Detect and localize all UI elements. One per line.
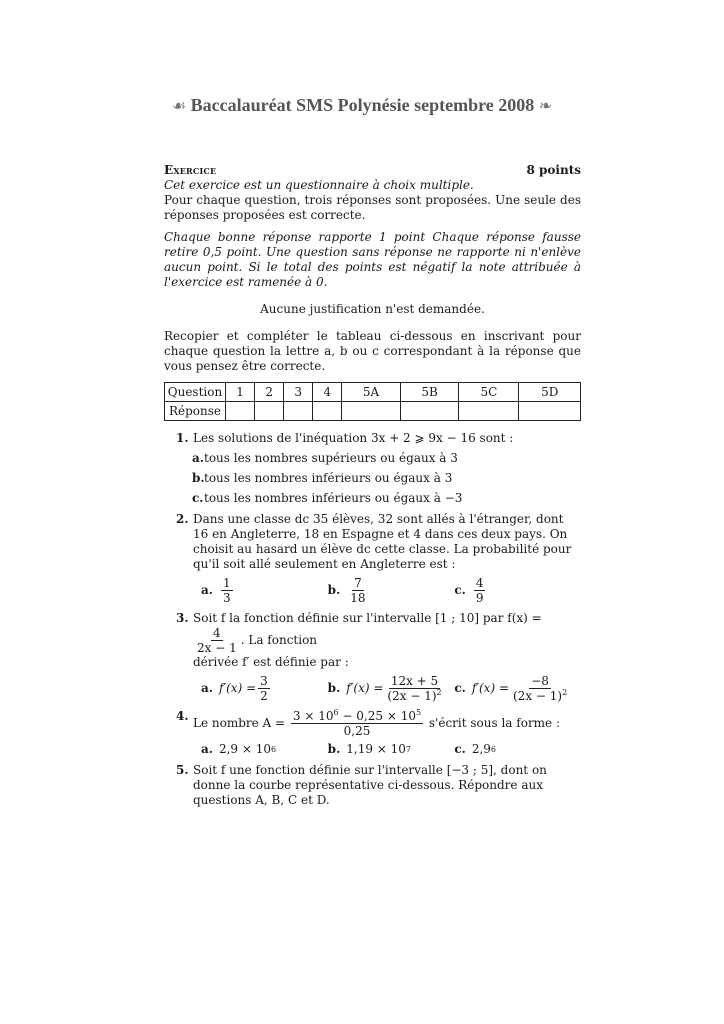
option-3c bbox=[454, 674, 581, 703]
denominator: 2 bbox=[260, 689, 268, 703]
fraction bbox=[258, 674, 270, 703]
numerator: 12x + 5 bbox=[390, 674, 439, 688]
option-2a bbox=[201, 576, 328, 605]
question-5 bbox=[164, 763, 581, 808]
no-justification: Aucune justification n'est demandée. bbox=[260, 302, 485, 316]
option-label: c. bbox=[454, 681, 466, 695]
option-3a bbox=[201, 674, 328, 703]
option-label: c. bbox=[454, 583, 466, 597]
den-exponent: 2 bbox=[436, 688, 442, 697]
question-number: 5. bbox=[176, 763, 189, 777]
question-number: 1. bbox=[176, 431, 189, 445]
option-2b bbox=[328, 576, 455, 605]
option-value: 1,19 × 10 bbox=[346, 742, 406, 756]
fraction bbox=[474, 576, 486, 605]
denominator bbox=[385, 689, 443, 703]
option-label: b. bbox=[327, 681, 341, 695]
choices-4 bbox=[193, 742, 581, 757]
answer-cell[interactable] bbox=[226, 402, 255, 421]
fraction bbox=[348, 576, 367, 605]
exercise-header bbox=[164, 163, 581, 178]
option-label: b. bbox=[327, 742, 341, 756]
question-text: Soit f une fonction définie sur l'intervalle [−3 ; 5], dont on donne la courbe représentative ci-dessous. Répondre aux questions A, B, C et D. bbox=[193, 763, 547, 807]
table-cell: 4 bbox=[313, 383, 342, 402]
option-value: 2,9 bbox=[471, 742, 491, 756]
numerator: −8 bbox=[531, 674, 549, 688]
denominator: 18 bbox=[350, 591, 366, 605]
question-3 bbox=[164, 611, 581, 703]
option-lhs: f′(x) = bbox=[471, 681, 509, 695]
question-text: Dans une classe dc 35 élèves, 32 sont allés à l'étranger, dont 16 en Angleterre, 18 en Espagne et 4 dans ces deux pays. On choisit au hasard un élève dc cette classe. La probabilité pour qu'il soit allé seulement en Angleterre est : bbox=[193, 512, 572, 571]
den-base: (2x − 1) bbox=[513, 689, 563, 703]
instructions: Recopier et compléter le tableau ci-dessous en inscrivant pour chaque question la lettre a, b ou c correspondant à la réponse que vous pensez être correcte. bbox=[164, 329, 581, 373]
table-row-label: Question bbox=[165, 383, 226, 402]
option-label: b. bbox=[327, 583, 341, 597]
choices-2 bbox=[193, 576, 581, 605]
exercise-name: Exercice bbox=[164, 163, 217, 177]
option-4b: b. 1,19 × 10 7 bbox=[327, 742, 412, 756]
fraction bbox=[221, 576, 233, 605]
option-text: tous les nombres inférieurs ou égaux à −3 bbox=[204, 491, 463, 505]
question-1 bbox=[164, 431, 581, 446]
option-1c bbox=[164, 491, 581, 506]
choices-3 bbox=[193, 674, 581, 703]
option-label: c. bbox=[454, 742, 466, 756]
numerator: 4 bbox=[475, 576, 484, 590]
option-label: a. bbox=[201, 583, 213, 597]
option-1b bbox=[164, 471, 581, 486]
page-title bbox=[0, 95, 724, 116]
num-exp-b: 5 bbox=[415, 708, 422, 717]
answer-cell[interactable] bbox=[400, 402, 459, 421]
scoring-rules: Chaque bonne réponse rapporte 1 point Chaque réponse fausse retire 0,5 point. Une question sans réponse ne rapporte ni n'enlève aucun point. Si le total des points est négatif la note attribuée à l'exercice est ramenée à 0. bbox=[164, 230, 581, 289]
table-cell: 5C bbox=[459, 383, 519, 402]
numerator: 1 bbox=[222, 576, 231, 590]
answer-table bbox=[164, 382, 581, 421]
option-lhs: f′(x) = bbox=[218, 681, 257, 695]
den-exponent: 2 bbox=[562, 688, 568, 697]
option-2c bbox=[454, 576, 581, 605]
answer-cell[interactable] bbox=[313, 402, 342, 421]
option-label: a. bbox=[201, 742, 213, 756]
table-row-question bbox=[165, 383, 581, 402]
ornament-right-icon: ❧ bbox=[538, 98, 553, 115]
option-label: a. bbox=[192, 451, 204, 465]
num-part-b: − 0,25 × 10 bbox=[338, 709, 416, 723]
fraction bbox=[291, 709, 423, 738]
option-value: 2,9 × 10 bbox=[218, 742, 271, 756]
table-cell: 3 bbox=[284, 383, 313, 402]
question-text: Le nombre A = bbox=[193, 716, 286, 730]
question-text-2: dérivée f′ est définie par : bbox=[193, 655, 349, 669]
intro-text: Pour chaque question, trois réponses sont proposées. Une seule des réponses proposées est correcte. bbox=[164, 193, 581, 222]
exercise-sheet bbox=[164, 163, 581, 808]
answer-cell[interactable] bbox=[459, 402, 519, 421]
answer-cell[interactable] bbox=[519, 402, 581, 421]
option-lhs: f′(x) = bbox=[346, 681, 384, 695]
denominator: 2x − 1 bbox=[197, 641, 237, 655]
num-exp-a: 6 bbox=[333, 708, 339, 717]
answer-cell[interactable] bbox=[255, 402, 284, 421]
numerator: 7 bbox=[354, 576, 362, 590]
option-label: c. bbox=[192, 491, 204, 505]
fraction bbox=[195, 626, 239, 655]
numerator: 3 bbox=[260, 674, 268, 688]
title-text: Baccalauréat SMS Polynésie septembre 2008 bbox=[190, 95, 535, 115]
table-row-label: Réponse bbox=[165, 402, 226, 421]
fraction bbox=[385, 674, 443, 703]
question-number: 2. bbox=[176, 512, 189, 526]
question-number: 3. bbox=[176, 611, 189, 625]
option-label: a. bbox=[201, 681, 213, 695]
table-cell: 5A bbox=[342, 383, 400, 402]
num-part-a: 3 × 10 bbox=[292, 709, 334, 723]
ornament-left-icon: ☙ bbox=[171, 98, 187, 115]
table-cell: 5B bbox=[400, 383, 459, 402]
option-text: tous les nombres supérieurs ou égaux à 3 bbox=[204, 451, 458, 465]
question-text-after: . La fonction bbox=[240, 633, 318, 647]
question-4 bbox=[164, 709, 581, 757]
numerator bbox=[291, 709, 423, 724]
denominator: 0,25 bbox=[343, 724, 371, 738]
table-row-answer bbox=[165, 402, 581, 421]
option-3b bbox=[328, 674, 455, 703]
option-4c: c. 2,9 6 bbox=[454, 742, 497, 756]
option-1a bbox=[164, 451, 581, 466]
question-text: Soit f la fonction définie sur l'intervalle [1 ; 10] par f(x) = bbox=[193, 611, 542, 625]
question-number: 4. bbox=[176, 709, 189, 723]
intro-italic: Cet exercice est un questionnaire à choix multiple. bbox=[164, 178, 474, 192]
exercise-points: 8 points bbox=[526, 163, 581, 177]
table-cell: 1 bbox=[226, 383, 255, 402]
option-4a: a. 2,9 × 10 6 bbox=[201, 742, 277, 756]
denominator: 3 bbox=[222, 591, 231, 605]
denominator: 9 bbox=[475, 591, 484, 605]
option-text: tous les nombres inférieurs ou égaux à 3 bbox=[204, 471, 453, 485]
question-list bbox=[164, 431, 581, 808]
denominator bbox=[511, 689, 569, 703]
question-text-after: s'écrit sous la forme : bbox=[428, 716, 561, 730]
table-cell: 2 bbox=[255, 383, 284, 402]
answer-cell[interactable] bbox=[284, 402, 313, 421]
answer-cell[interactable] bbox=[342, 402, 400, 421]
fraction bbox=[511, 674, 569, 703]
den-base: (2x − 1) bbox=[387, 689, 437, 703]
question-text: Les solutions de l'inéquation 3x + 2 ⩾ 9x − 16 sont : bbox=[193, 431, 514, 445]
table-cell: 5D bbox=[519, 383, 581, 402]
question-2 bbox=[164, 512, 581, 605]
numerator: 4 bbox=[213, 626, 221, 640]
option-label: b. bbox=[192, 471, 205, 485]
